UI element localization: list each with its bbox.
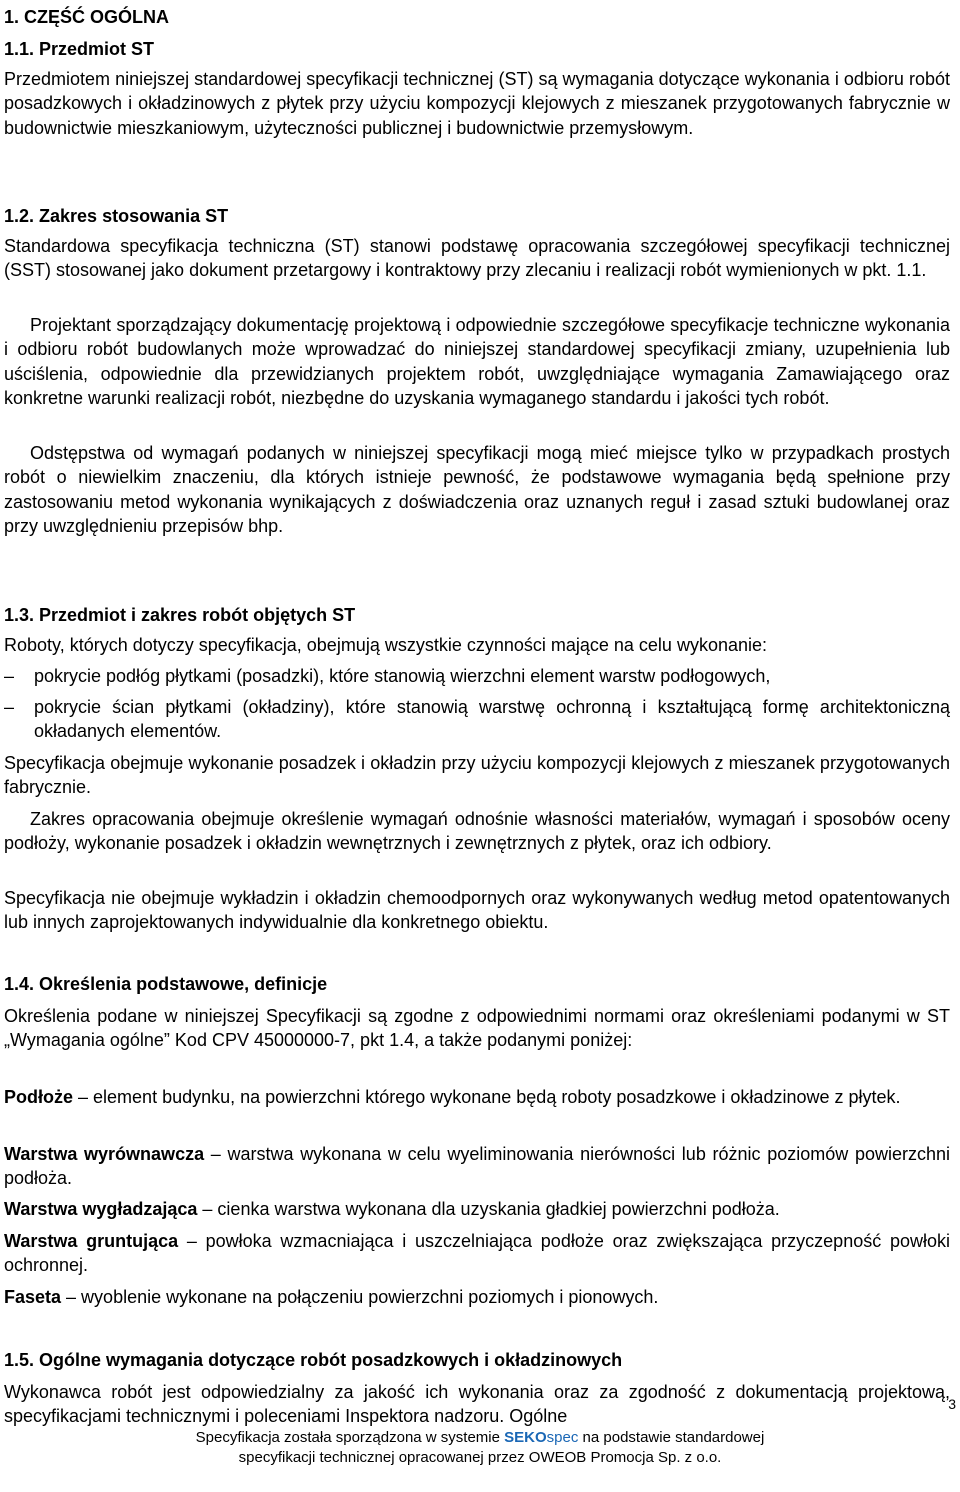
paragraph-1-2-b: Projektant sporządzający dokumentację projektową i odpowiednie szczegółowe specyfikacje techniczne wykonania i odbioru robót budowlanych może wprowadzać do niniejszej standardowej specyfikacji zmiany, uzupełnienia lub uściślenia, odpowiednie dla przewidzianych projektem robót, uwzględniające wymagania Zamawiającego oraz konkretne warunki realizacji robót, niezbędne do uzyskania wymaganego standardu i jakości tych robót. xyxy=(4,315,950,408)
section-heading-1-4: 1.4. Określenia podstawowe, definicje xyxy=(4,974,328,994)
dash-bullet: – xyxy=(4,697,15,717)
section-heading-1-3: 1.3. Przedmiot i zakres robót objętych ST xyxy=(4,605,356,625)
paragraph-1-3-d: Specyfikacja nie obejmuje wykładzin i okładzin chemoodpornych oraz wykonywanych według metod opatentowanych lub innych zaprojektowanych indywidualnie dla konkretnego obiektu. xyxy=(4,888,950,933)
paragraph-1-5-a: Wykonawca robót jest odpowiedzialny za jakość ich wykonania oraz za zgodność z dokumentacją projektową, specyfikacjami technicznymi i poleceniami Inspektora nadzoru. Ogólne xyxy=(4,1382,950,1427)
definition-term: Podłoże xyxy=(4,1087,74,1107)
footer-line-2: specyfikacji technicznej opracowanej przez OWEOB Promocja Sp. z o.o. xyxy=(238,1449,722,1466)
section-heading-1-2: 1.2. Zakres stosowania ST xyxy=(4,206,229,226)
paragraph-1-4-a: Określenia podane w niniejszej Specyfikacji są zgodne z odpowiednimi normami oraz określeniami podanymi w ST „Wymagania ogólne” Kod CPV 45000000-7, pkt 1.4, a także podanymi poniżej: xyxy=(4,1006,950,1051)
definition-text: – warstwa wykonana w celu wyeliminowania nierówności lub różnic poziomów powierzchni podłoża. xyxy=(4,1144,950,1189)
paragraph-1-2-a: Standardowa specyfikacja techniczna (ST) stanowi podstawę opracowania szczegółowej specyfikacji technicznej (SST) stosowanej jako dokument przetargowy i kontraktowy przy zlecaniu i realizacji robót wymienionych w pkt. 1.1. xyxy=(4,236,950,281)
paragraph-1-3-c: Zakres opracowania obejmuje określenie wymagań odnośnie własności materiałów, wymagań i sposobów oceny podłoży, wykonanie posadzek i okładzin wewnętrznych i zewnętrznych z płytek, oraz ich odbiory. xyxy=(4,809,950,854)
dash-bullet: – xyxy=(4,666,15,686)
definition-warstwa-wyrownawcza xyxy=(4,1142,950,1191)
definition-term: Warstwa wygładzająca xyxy=(4,1199,198,1219)
definition-text: – powłoka wzmacniająca i uszczelniająca podłoże oraz zwiększająca przyczepność powłoki ochronnej. xyxy=(4,1231,950,1276)
paragraph-1-2-c: Odstępstwa od wymagań podanych w niniejszej specyfikacji mogą mieć miejsce tylko w przypadkach prostych robót o niewielkim znaczeniu, dla których istnieje pewność, że podstawowe wymagania będą spełnione przy zastosowaniu metod wykonania wynikających z doświadczenia oraz uznanych reguł i zasad sztuki budowlanej oraz przy uwzględnieniu przepisów bhp. xyxy=(4,443,950,536)
paragraph-1-3-b: Specyfikacja obejmuje wykonanie posadzek i okładzin przy użyciu kompozycji klejowych z mieszanek przygotowanych fabrycznie. xyxy=(4,753,950,798)
definition-text: – cienka warstwa wykonana dla uzyskania gładkiej powierzchni podłoża. xyxy=(197,1199,780,1219)
definition-term: Faseta xyxy=(4,1287,62,1307)
paragraph-1-1: Przedmiotem niniejszej standardowej specyfikacji technicznej (ST) są wymagania dotyczące wykonania i odbioru robót posadzkowych i okładzinowych z płytek przy użyciu kompozycji klejowych z mieszanek przygotowanych fabrycznie w budownictwie mieszkaniowym, użyteczności publicznej i budownictwie przemysłowym. xyxy=(4,69,950,138)
definition-faseta xyxy=(4,1285,950,1309)
definition-term: Warstwa gruntująca xyxy=(4,1231,179,1251)
definition-podloze xyxy=(4,1085,950,1109)
section-heading-1-1: 1.1. Przedmiot ST xyxy=(4,39,155,59)
definition-term: Warstwa wyrównawcza xyxy=(4,1144,205,1164)
list-item xyxy=(4,664,950,688)
paragraph-1-3-a: Roboty, których dotyczy specyfikacja, obejmują wszystkie czynności mające na celu wykonanie: xyxy=(4,635,767,655)
section-heading-1-5: 1.5. Ogólne wymagania dotyczące robót posadzkowych i okładzinowych xyxy=(4,1350,623,1370)
page-number: 3 xyxy=(948,1396,956,1412)
page-footer xyxy=(0,1428,960,1468)
chapter-heading: 1. CZĘŚĆ OGÓLNA xyxy=(4,7,170,27)
definition-warstwa-gruntujaca xyxy=(4,1229,950,1278)
footer-text: na podstawie standardowej xyxy=(578,1429,765,1446)
sekospec-logo-part-2: spec xyxy=(546,1429,579,1446)
definition-text: – element budynku, na powierzchni którego wykonane będą roboty posadzkowe i okładzinowe z płytek. xyxy=(73,1087,901,1107)
definition-text: – wyoblenie wykonane na połączeniu powierzchni poziomych i pionowych. xyxy=(61,1287,659,1307)
definition-warstwa-wygladzajaca xyxy=(4,1197,950,1221)
footer-text: Specyfikacja została sporządzona w systemie xyxy=(195,1429,505,1446)
list-item-text: pokrycie ścian płytkami (okładziny), które stanowią warstwę ochronną i kształtującą formę architektoniczną okładanych elementów. xyxy=(34,697,950,742)
footer-line-1 xyxy=(0,1428,960,1448)
list-item-text: pokrycie podłóg płytkami (posadzki), które stanowią wierzchni element warstw podłogowych, xyxy=(34,666,771,686)
list-item xyxy=(4,695,950,744)
sekospec-logo-part-1: SEKO xyxy=(504,1429,547,1446)
